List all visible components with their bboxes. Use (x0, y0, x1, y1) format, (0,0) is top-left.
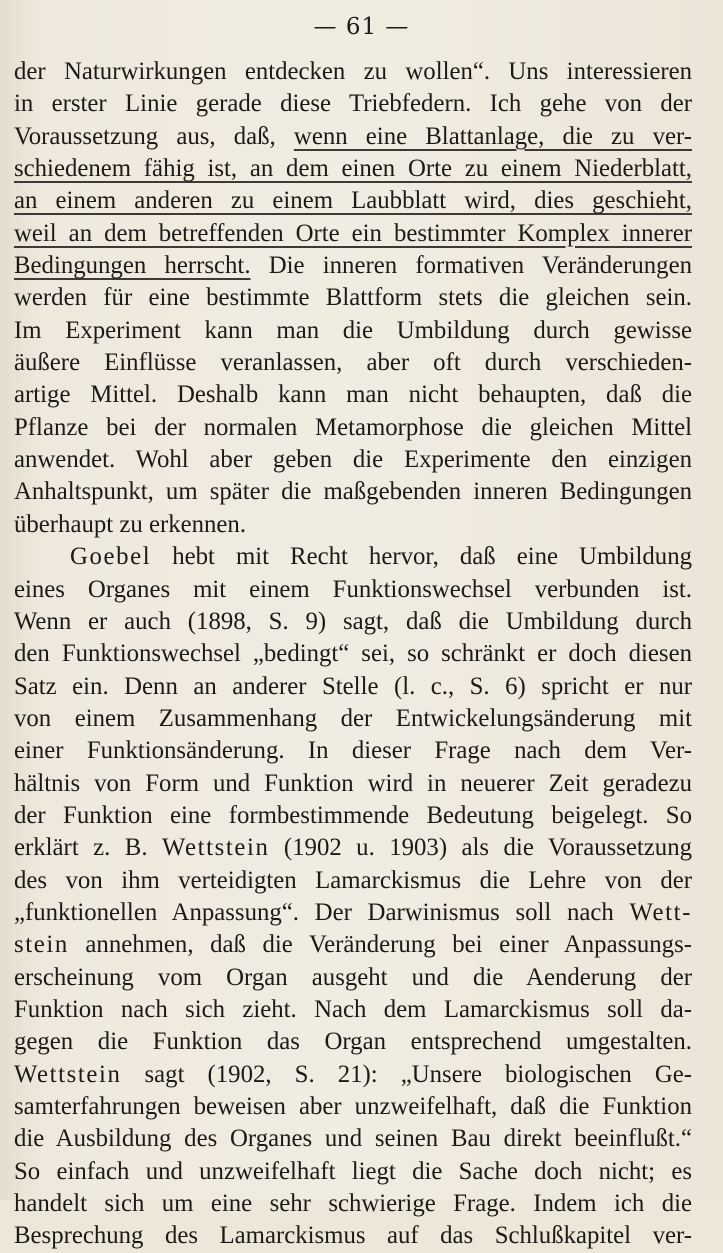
underlined-text: Bedingungen herrscht. (14, 252, 251, 280)
text-line (14, 962, 692, 994)
text-run: Besprechung des Lamarckismus auf das Schlußkapitel ver- (14, 1222, 692, 1250)
text-line (14, 56, 692, 88)
text-run: eines Organes mit einem Funktionswechsel verbunden ist. (14, 575, 692, 603)
author-name: Wettstein (162, 834, 270, 862)
text-run: annehmen, daß die Veränderung bei einer Anpassungs- (68, 931, 692, 959)
text-line (14, 1123, 692, 1155)
text-run: von einem Zusammenhang der Entwickelungsänderung mit (14, 704, 692, 732)
text-run: samterfahrungen beweisen aber unzweifelhaft, daß die Funktion (14, 1093, 692, 1120)
text-run: erscheinung vom Organ ausgeht und die Aenderung der (14, 963, 692, 991)
text-run: äußere Einflüsse veranlassen, aber oft durch verschieden- (14, 349, 692, 377)
text-line (14, 574, 692, 606)
text-run: der Funktion eine formbestimmende Bedeutung beigelegt. So (14, 801, 692, 829)
text-line (14, 768, 692, 800)
text-run: Pflanze bei der normalen Metamorphose die gleichen Mittel (14, 413, 692, 441)
text-run: in erster Linie gerade diese Triebfedern. Ich gehe von der (14, 90, 692, 118)
text-line (14, 412, 692, 444)
text-run: hebt mit Recht hervor, daß eine Umbildung (151, 543, 692, 571)
text-line (14, 638, 692, 670)
page-number: — 61 — (313, 14, 410, 40)
text-run: des von ihm verteidigten Lamarckismus die Lehre von der (14, 866, 692, 894)
text-line (14, 897, 692, 929)
text-run: Die inneren formativen Veränderungen (250, 252, 692, 280)
body-text (14, 56, 692, 1253)
text-run: Satz ein. Denn an anderer Stelle (l. c., S. 6) spricht er nur (14, 672, 692, 700)
underlined-text: an einem anderen zu einem Laubblatt wird, dies geschieht, (14, 187, 692, 215)
text-line (14, 929, 692, 961)
text-line (14, 1026, 692, 1058)
text-line (14, 379, 692, 411)
text-line (14, 153, 692, 185)
text-run: werden für eine bestimmte Blattform stets die gleichen sein. (14, 284, 692, 312)
text-run: einer Funktionsänderung. In dieser Frage nach dem Ver- (14, 737, 692, 765)
underlined-text: weil an dem betreffenden Orte ein bestimmter Komplex innerer (14, 219, 692, 247)
underlined-text: wenn eine Blattanlage, die zu ver- (293, 122, 692, 150)
author-name: Wettstein (14, 1060, 122, 1088)
text-line (14, 703, 692, 735)
text-line (14, 121, 692, 153)
text-line (14, 250, 692, 282)
text-run: (1902 u. 1903) als die Voraussetzung (269, 834, 692, 862)
text-run: artige Mittel. Deshalb kann man nicht behaupten, daß die (14, 381, 692, 409)
text-line (14, 88, 692, 120)
text-line (14, 1156, 692, 1188)
text-run: erklärt z. B. (14, 834, 162, 862)
text-line (14, 994, 692, 1026)
text-run: handelt sich um eine sehr schwierige Frage. Indem ich die (14, 1190, 692, 1218)
text-line (14, 800, 692, 832)
text-line (14, 282, 692, 314)
text-line (14, 444, 692, 476)
text-line (14, 865, 692, 897)
text-run: gegen die Funktion das Organ entsprechend umgestalten. (14, 1028, 692, 1056)
text-run: Funktion nach sich zieht. Nach dem Lamarckismus soll da- (14, 995, 692, 1023)
text-run: Anhaltspunkt, um später die maßgebenden inneren Bedingungen (14, 478, 692, 506)
text-line (14, 541, 692, 573)
text-line (14, 1091, 692, 1123)
text-line (14, 735, 692, 767)
text-run: den Funktionswechsel „bedingt“ sei, so schränkt er doch diesen (14, 640, 692, 668)
text-line (14, 509, 692, 541)
text-run: hältnis von Form und Funktion wird in neuerer Zeit geradezu (14, 769, 692, 797)
author-name: Goebel (70, 543, 152, 571)
author-name: stein (14, 931, 69, 959)
text-run: die Ausbildung des Organes und seinen Bau direkt beeinflußt.“ (14, 1125, 692, 1153)
text-run: „funktionellen Anpassung“. Der Darwinismus soll nach (14, 898, 630, 926)
text-line (14, 832, 692, 864)
text-run: anwendet. Wohl aber geben die Experimente den einzigen (14, 446, 692, 474)
text-line (14, 671, 692, 703)
text-line (14, 1220, 692, 1252)
text-run: überhaupt zu erkennen. (14, 510, 247, 538)
text-line (14, 315, 692, 347)
text-line (14, 347, 692, 379)
text-run: Voraussetzung aus, daß, (14, 122, 294, 150)
text-run: sagt (1902, S. 21): „Unsere biologischen Ge- (121, 1060, 692, 1088)
author-name: Wett- (629, 898, 692, 926)
text-line (14, 185, 692, 217)
text-run: Wenn er auch (1898, S. 9) sagt, daß die Umbildung durch (14, 607, 692, 635)
text-line (14, 1188, 692, 1220)
text-run: der Naturwirkungen entdecken zu wollen“. Uns interessieren (14, 58, 692, 85)
text-run: Im Experiment kann man die Umbildung durch gewisse (14, 316, 692, 344)
text-line (14, 1059, 692, 1091)
text-run: So einfach und unzweifelhaft liegt die Sache doch nicht; es (14, 1157, 692, 1185)
text-line (14, 218, 692, 250)
text-line (14, 606, 692, 638)
underlined-text: schiedenem fähig ist, an dem einen Orte zu einem Niederblatt, (14, 155, 692, 183)
text-line (14, 476, 692, 508)
